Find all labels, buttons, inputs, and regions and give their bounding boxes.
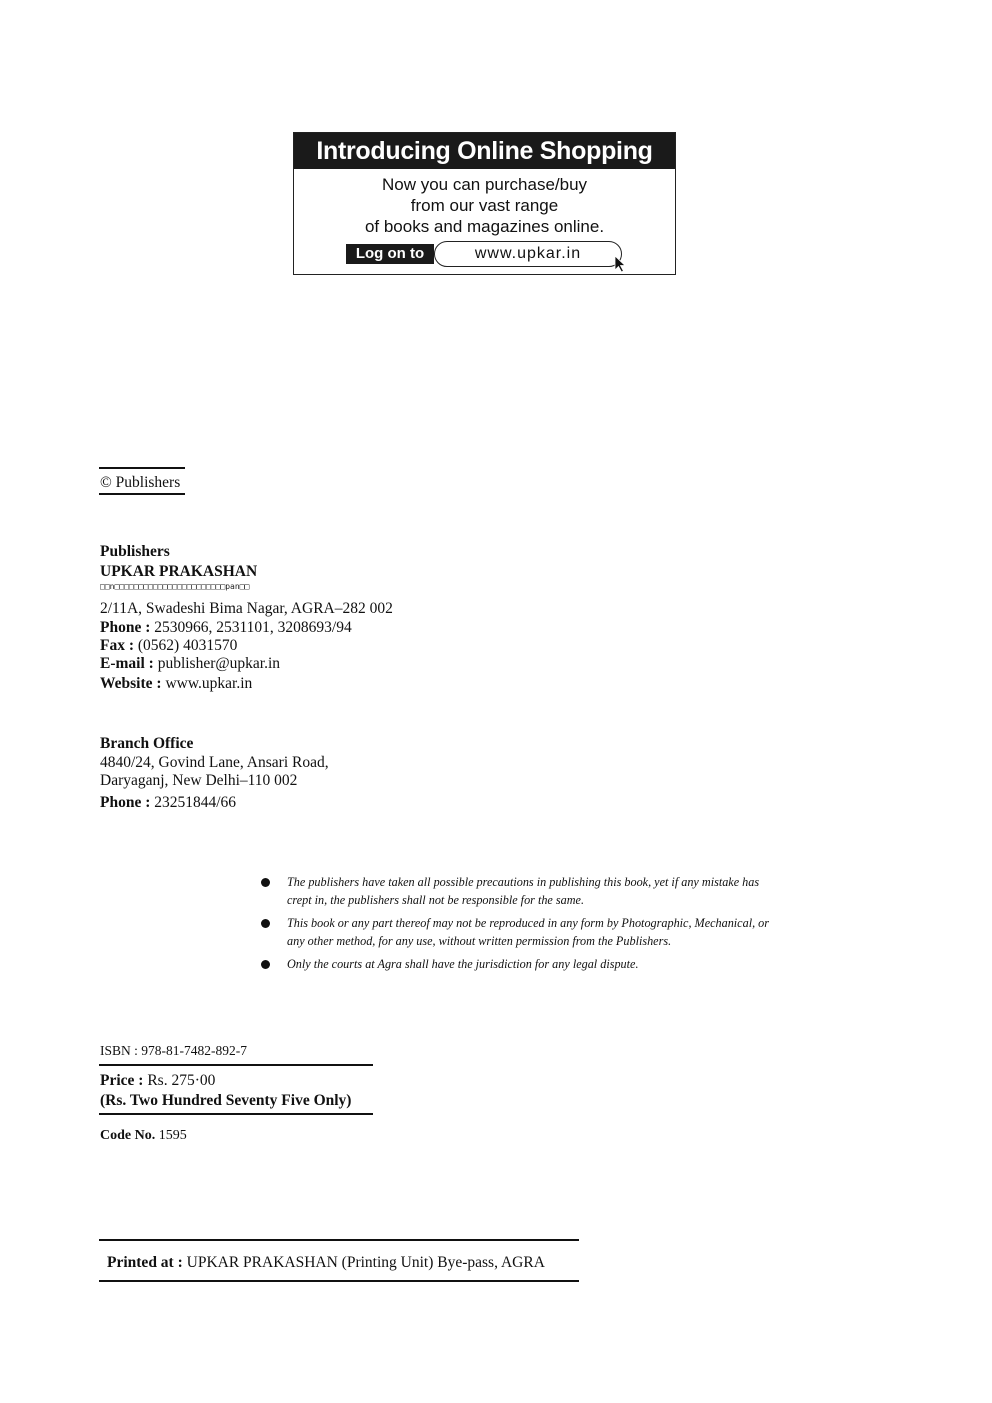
ad-line-3: of books and magazines online. bbox=[364, 217, 605, 236]
publisher-email-row bbox=[100, 655, 280, 673]
publisher-website-row bbox=[100, 675, 252, 693]
logon-label: Log on to bbox=[346, 244, 434, 264]
publishers-heading: Publishers bbox=[100, 543, 170, 560]
bullet-icon bbox=[261, 919, 270, 928]
phone-value: 2530966, 2531101, 3208693/94 bbox=[154, 619, 352, 636]
printed-at-row bbox=[107, 1254, 545, 1272]
code-row bbox=[100, 1127, 187, 1144]
notice-line: any other method, for any use, without written permission from the Publishers. bbox=[287, 933, 672, 948]
email-label: E-mail : bbox=[100, 655, 154, 672]
notice-item bbox=[258, 956, 818, 974]
notice-line: Only the courts at Agra shall have the jurisdiction for any legal dispute. bbox=[287, 957, 639, 971]
website-label: Website : bbox=[100, 675, 162, 692]
ad-line-2: from our vast range bbox=[410, 196, 559, 215]
phone-label: Phone : bbox=[100, 619, 151, 636]
publisher-address: 2/11A, Swadeshi Bima Nagar, AGRA–282 002 bbox=[100, 600, 393, 617]
publisher-fax-row bbox=[100, 637, 237, 655]
printed-rule-bottom bbox=[99, 1280, 579, 1282]
price-rule-bottom bbox=[99, 1113, 373, 1115]
notice-line: This book or any part thereof may not be reproduced in any form by Photographic, Mechanical, or bbox=[287, 916, 770, 930]
branch-heading: Branch Office bbox=[100, 735, 194, 752]
branch-address-1: 4840/24, Govind Lane, Ansari Road, bbox=[100, 754, 329, 771]
notice-line: The publishers have taken all possible precautions in publishing this book, yet if any mistake has bbox=[287, 875, 760, 889]
price-label: Price : bbox=[100, 1072, 144, 1089]
notice-item bbox=[258, 874, 818, 909]
legal-notices bbox=[258, 874, 818, 980]
price-row bbox=[100, 1072, 215, 1090]
publisher-name: UPKAR PRAKASHAN bbox=[100, 563, 258, 580]
branch-address-2: Daryaganj, New Delhi–110 002 bbox=[100, 772, 298, 789]
price-rule-top bbox=[99, 1064, 373, 1066]
publisher-phone-row bbox=[100, 619, 352, 637]
cursor-arrow-icon bbox=[614, 255, 628, 273]
email-value[interactable]: publisher@upkar.in bbox=[157, 655, 281, 672]
ad-line-1: Now you can purchase/buy bbox=[381, 175, 588, 194]
branch-phone-label: Phone : bbox=[100, 794, 151, 811]
printed-rule-top bbox=[99, 1239, 579, 1241]
online-shopping-ad bbox=[293, 132, 676, 275]
notice-item bbox=[258, 915, 818, 950]
printed-value: UPKAR PRAKASHAN (Printing Unit) Bye-pass, AGRA bbox=[186, 1254, 545, 1271]
publisher-glyph-line: □□n□□□□□□□□□□□□□□□□□□□□□□□pan□□ bbox=[100, 582, 250, 591]
branch-phone-value: 23251844/66 bbox=[154, 794, 237, 811]
website-value[interactable]: www.upkar.in bbox=[165, 675, 253, 692]
ad-headline: Introducing Online Shopping bbox=[294, 133, 675, 169]
website-link[interactable]: www.upkar.in bbox=[434, 241, 622, 267]
branch-phone-row bbox=[100, 794, 236, 812]
code-value: 1595 bbox=[158, 1128, 187, 1143]
bullet-icon bbox=[261, 960, 270, 969]
code-label: Code No. bbox=[100, 1128, 156, 1143]
copyright-rule-top bbox=[99, 467, 185, 469]
notice-line: crept in, the publishers shall not be responsible for the same. bbox=[287, 892, 584, 907]
copyright-text: © Publishers bbox=[100, 474, 181, 491]
isbn: ISBN : 978-81-7482-892-7 bbox=[100, 1043, 247, 1058]
fax-value: (0562) 4031570 bbox=[137, 637, 238, 654]
printed-label: Printed at : bbox=[107, 1254, 183, 1271]
bullet-icon bbox=[261, 878, 270, 887]
copyright-rule-bottom bbox=[99, 493, 185, 495]
price-value: Rs. 275·00 bbox=[147, 1072, 216, 1089]
fax-label: Fax : bbox=[100, 637, 135, 654]
ad-body bbox=[294, 174, 675, 237]
price-in-words: (Rs. Two Hundred Seventy Five Only) bbox=[100, 1092, 352, 1109]
